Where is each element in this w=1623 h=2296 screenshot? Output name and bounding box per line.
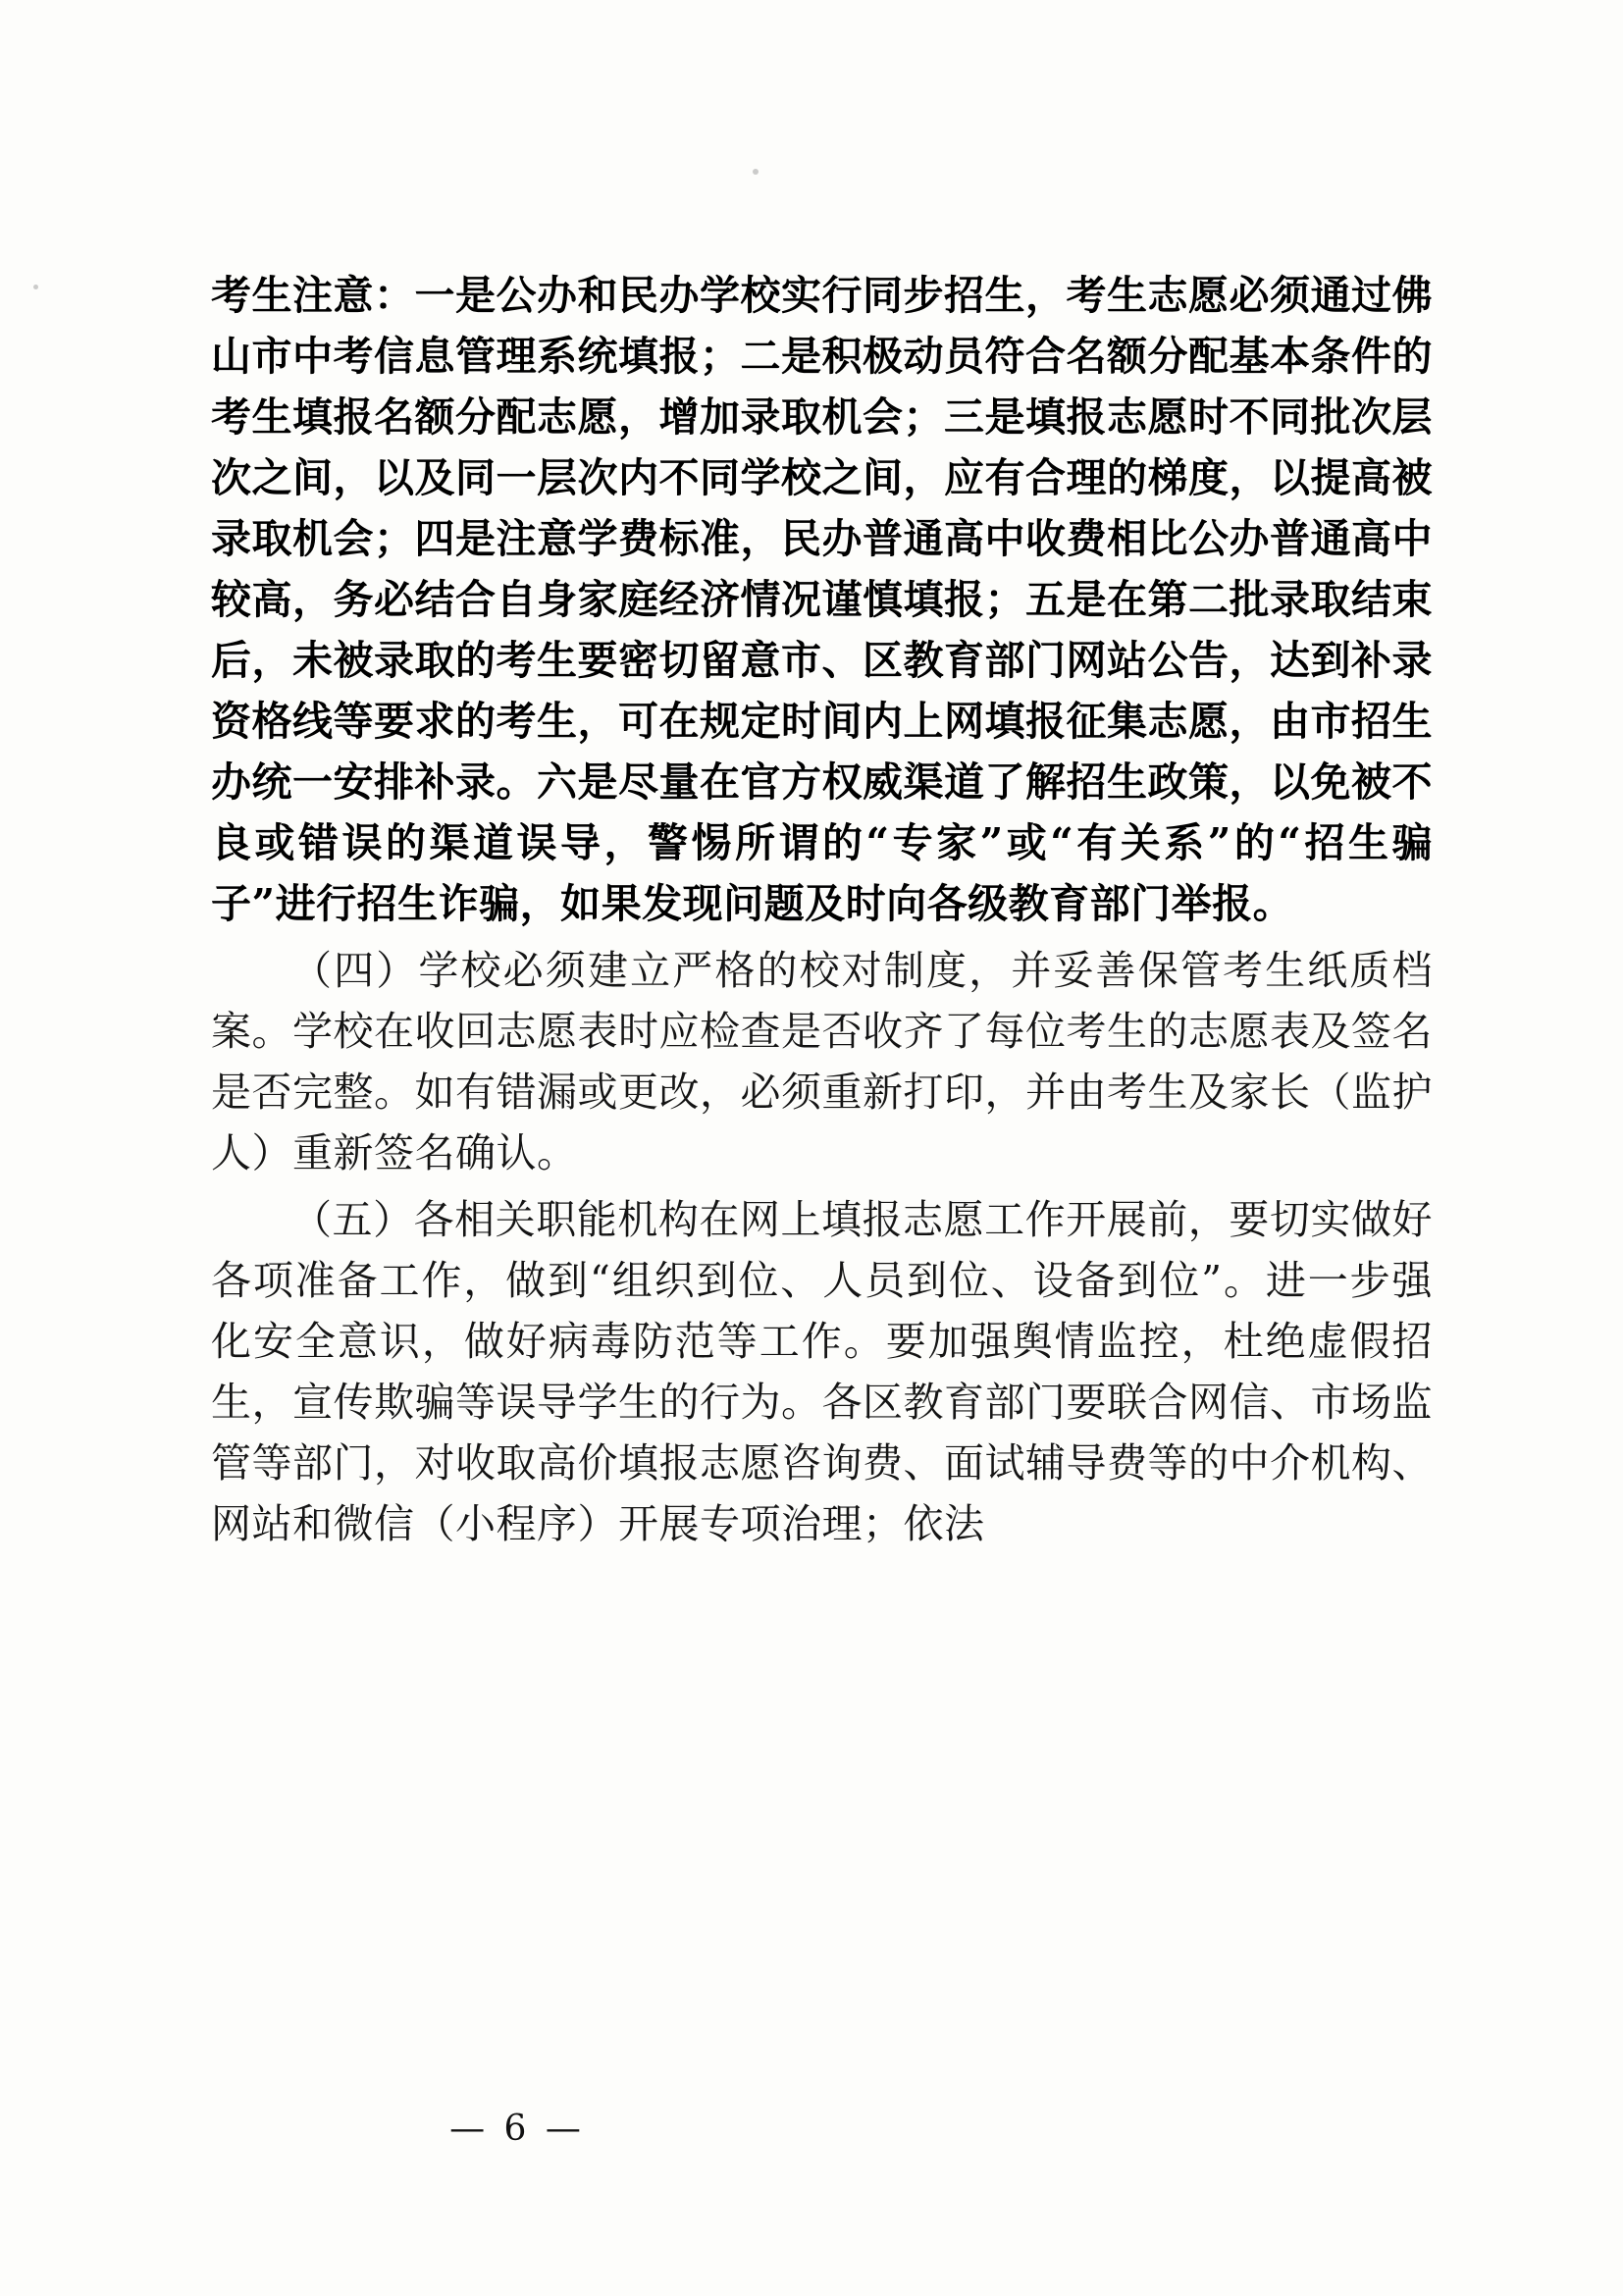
page-footer [0,2109,1623,2149]
scan-speck [33,285,38,289]
paragraph-notice-to-candidates: 考生注意：一是公办和民办学校实行同步招生，考生志愿必须通过佛山市中考信息管理系统填报；二是积极动员符合名额分配基本条件的考生填报名额分配志愿，增加录取机会；三是填报志愿时不同批次层次之间，以及同一层次内不同学校之间，应有合理的梯度，以提高被录取机会；四是注意学费标准，民办普通高中收费相比公办普通高中较高，务必结合自身家庭经济情况谨慎填报；五是在第二批录取结束后，未被录取的考生要密切留意市、区教育部门网站公告，达到补录资格线等要求的考生，可在规定时间内上网填报征集志愿，由市招生办统一安排补录。六是尽量在官方权威渠道了解招生政策，以免被不良或错误的渠道误导，警惕所谓的“专家”或“有关系”的“招生骗子”进行招生诈骗，如果发现问题及时向各级教育部门举报。 [211,272,1433,927]
paragraph-item-five: （五）各相关职能机构在网上填报志愿工作开展前，要切实做好各项准备工作，做到“组织到位、人员到位、设备到位”。进一步强化安全意识，做好病毒防范等工作。要加强舆情监控，杜绝虚假招生，宣传欺骗等误导学生的行为。各区教育部门要联合网信、市场监管等部门，对收取高价填报志愿咨询费、面试辅导费等的中介机构、网站和微信（小程序）开展专项治理；依法 [211,1196,1433,1547]
document-body [211,265,1433,1554]
paragraph-item-four: （四）学校必须建立严格的校对制度，并妥善保管考生纸质档案。学校在收回志愿表时应检查是否收齐了每位考生的志愿表及签名是否完整。如有错漏或更改，必须重新打印，并由考生及家长（监护人）重新签名确认。 [211,947,1433,1176]
page-number: — 6 — [449,2109,585,2149]
scan-speck [753,169,759,175]
